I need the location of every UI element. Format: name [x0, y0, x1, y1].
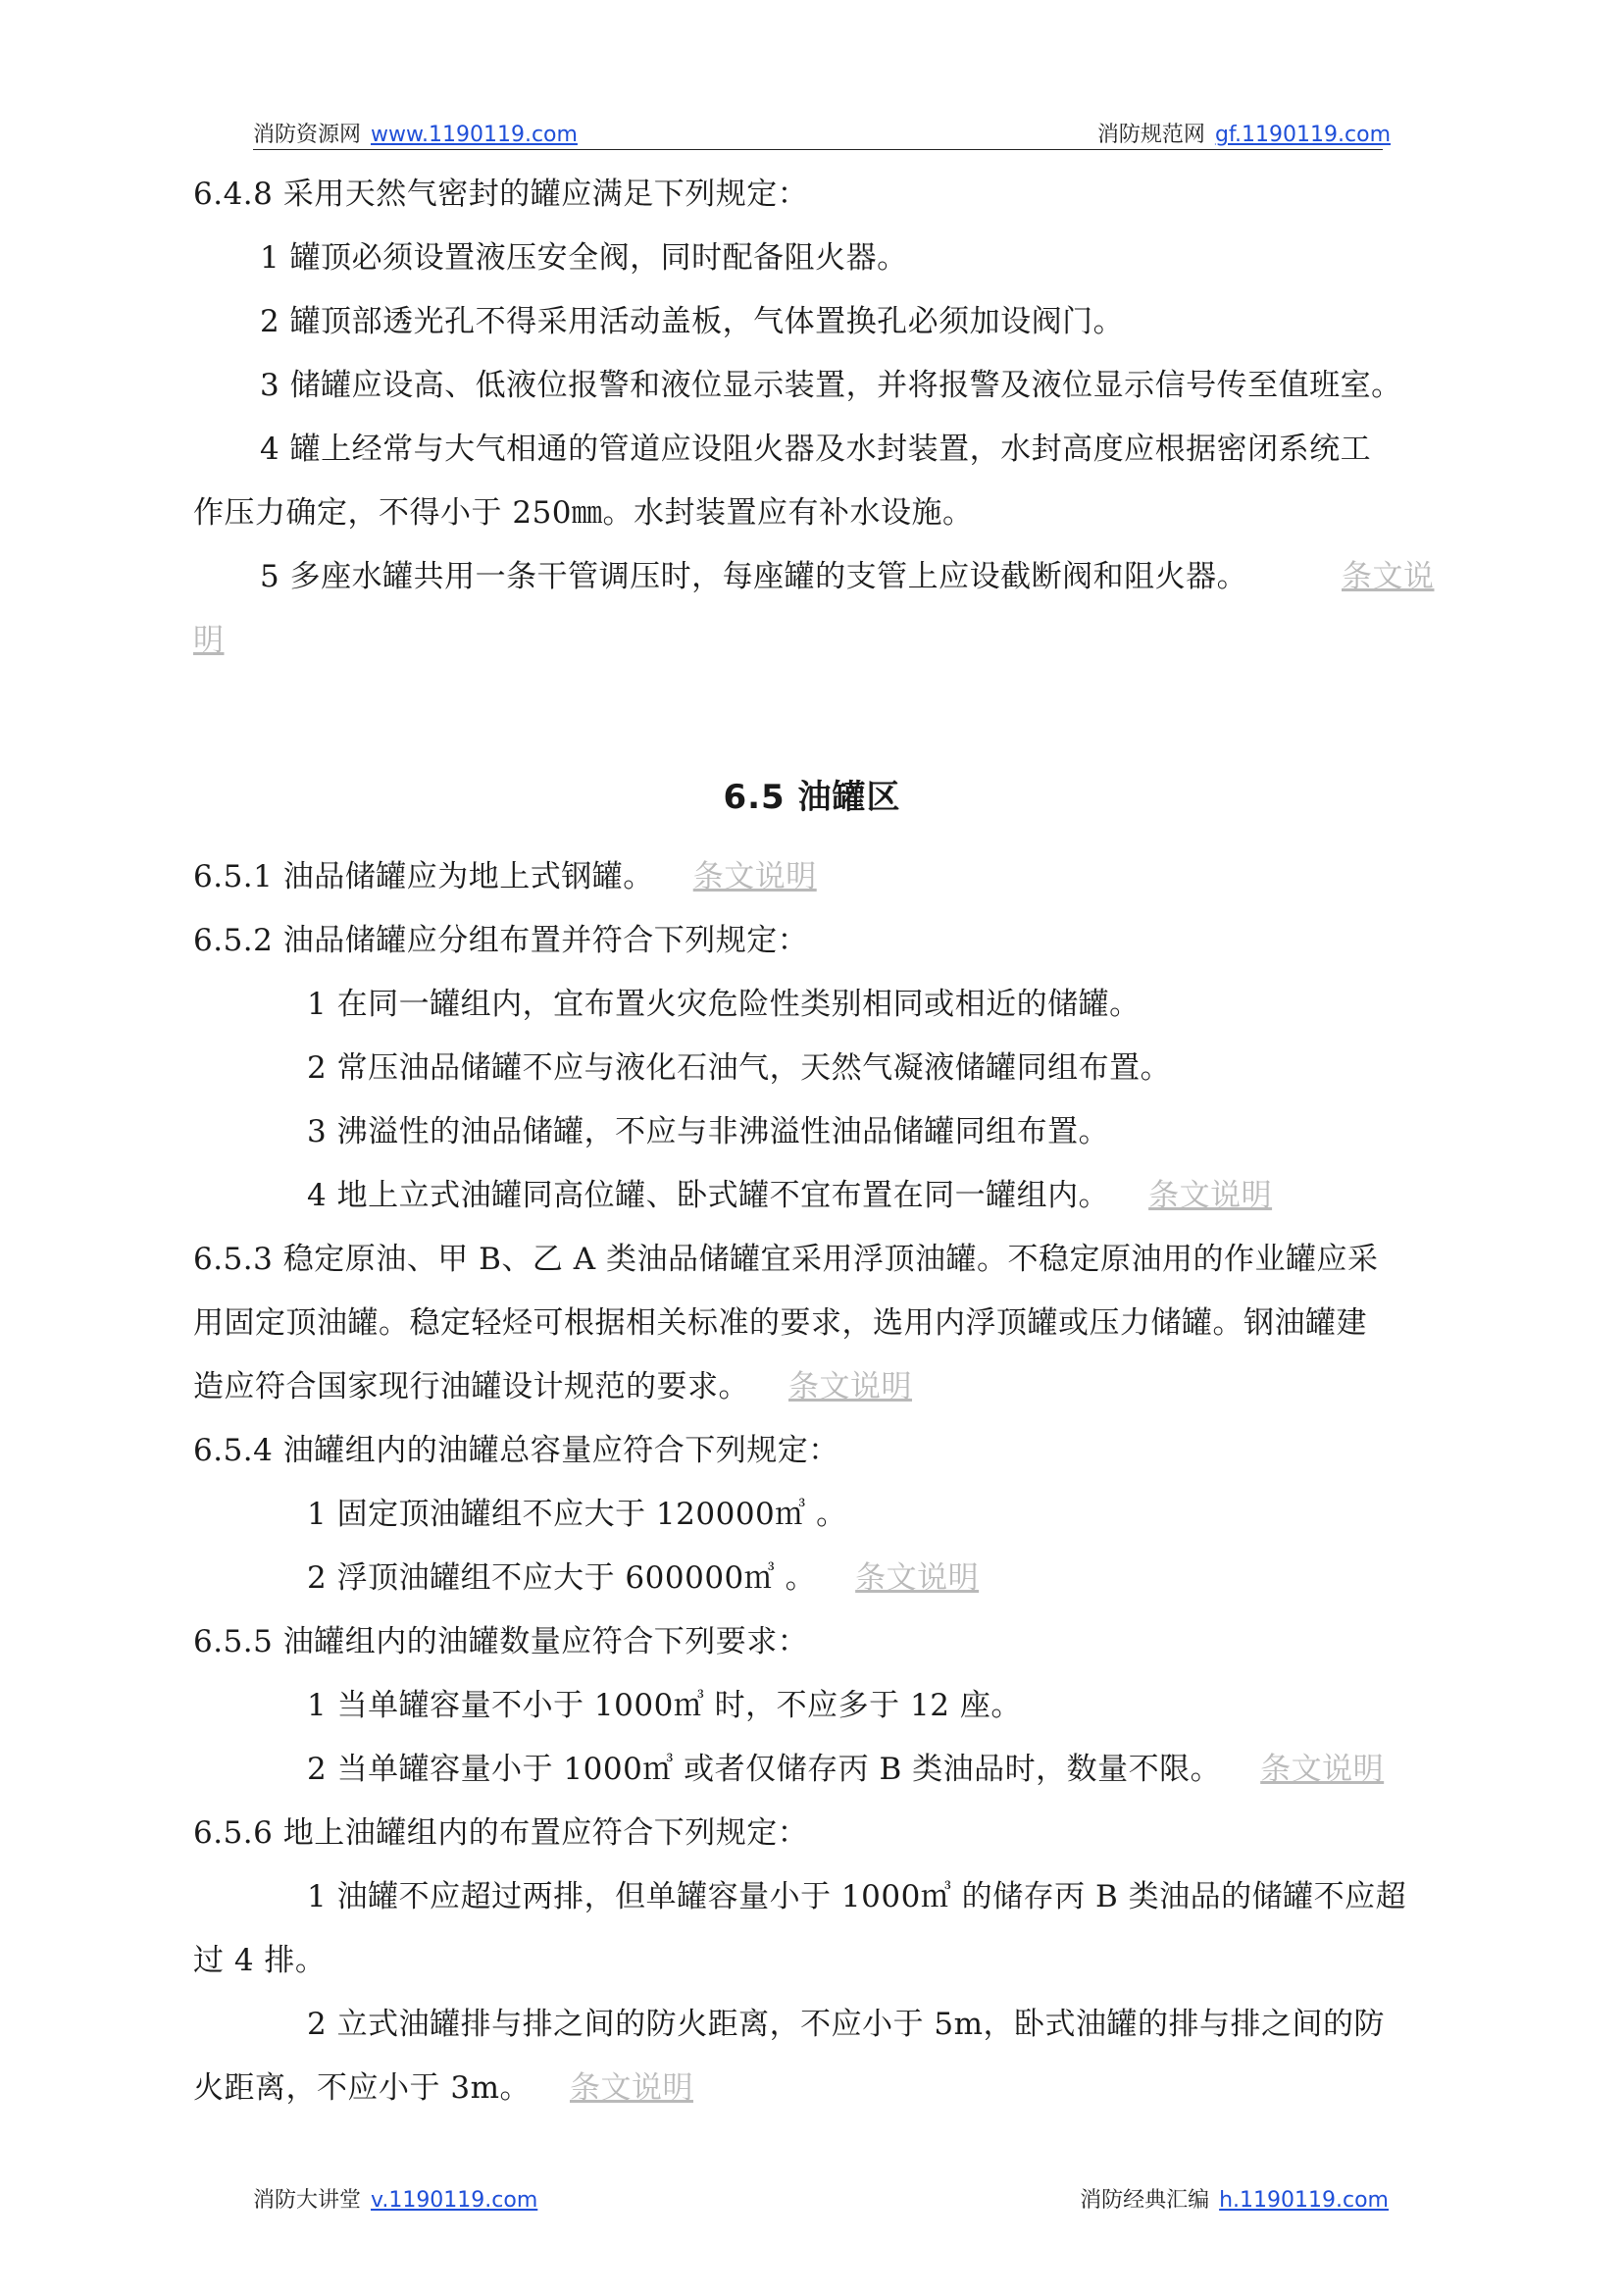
- clause-6-4-8-item-3: 3 储罐应设高、低液位报警和液位显示装置，并将报警及液位显示信号传至值班室。: [260, 368, 1402, 403]
- clause-6-5-3-line-3-text: 造应符合国家现行油罐设计规范的要求。: [193, 1369, 749, 1404]
- clause-6-4-8-item-4a: 4 罐上经常与大气相通的管道应设阻火器及水封装置，水封高度应根据密闭系统工: [260, 432, 1372, 467]
- clause-note-link-6-4-8-part2[interactable]: 明: [193, 623, 225, 658]
- clause-6-5-2-item-1: 1 在同一罐组内，宜布置火灾危险性类别相同或相近的储罐。: [307, 987, 1141, 1022]
- clause-6-5-3-line-2: 用固定顶油罐。稳定轻烃可根据相关标准的要求，选用内浮顶罐或压力储罐。钢油罐建: [193, 1305, 1367, 1341]
- clause-6-5-4-item-2-text: 2 浮顶油罐组不应大于 600000㎥ 。: [307, 1560, 817, 1596]
- clause-6-5-4-item-1: 1 固定顶油罐组不应大于 120000㎥ 。: [307, 1497, 847, 1532]
- clause-6-5-5-item-2: [307, 1750, 1384, 1789]
- clause-6-5-1: [193, 857, 817, 896]
- clause-6-5-5-item-1: 1 当单罐容量不小于 1000㎥ 时，不应多于 12 座。: [307, 1688, 1022, 1723]
- footer-left-site: [253, 2183, 537, 2214]
- page-footer: [0, 2183, 1624, 2222]
- clause-6-4-8-title: 6.4.8 采用天然气密封的罐应满足下列规定：: [193, 177, 809, 212]
- header-right-label: 消防规范网: [1096, 123, 1205, 147]
- footer-right-link[interactable]: h.1190119.com: [1219, 2188, 1389, 2213]
- clause-6-5-3-line-3: [193, 1367, 912, 1406]
- clause-note-link-6-5-3[interactable]: 条文说明: [788, 1369, 912, 1404]
- clause-6-5-6-item-1b: 过 4 排。: [193, 1943, 327, 1978]
- header-left-label: 消防资源网: [253, 123, 362, 147]
- clause-6-4-8-item-5: [260, 557, 1247, 596]
- footer-left-link[interactable]: v.1190119.com: [371, 2188, 538, 2213]
- footer-left-label: 消防大讲堂: [253, 2188, 362, 2213]
- clause-6-4-8-item-5-text: 5 多座水罐共用一条干管调压时，每座罐的支管上应设截断阀和阻火器。: [260, 559, 1248, 594]
- header-left-site: [253, 118, 578, 148]
- clause-6-5-2-title: 6.5.2 油品储罐应分组布置并符合下列规定：: [193, 923, 809, 958]
- clause-6-5-1-text: 6.5.1 油品储罐应为地上式钢罐。: [193, 859, 654, 894]
- clause-note-link-6-4-8-part1[interactable]: 条文说: [1342, 559, 1435, 594]
- clause-note-link-6-5-4[interactable]: 条文说明: [855, 1560, 980, 1596]
- header-right-link[interactable]: gf.1190119.com: [1214, 123, 1391, 147]
- page-header: [0, 118, 1624, 157]
- clause-6-5-4-item-2: [307, 1558, 979, 1598]
- clause-6-5-6-item-1a: 1 油罐不应超过两排，但单罐容量小于 1000㎥ 的储存丙 B 类油品的储罐不应超: [307, 1879, 1407, 1914]
- clause-6-5-5-item-2-text: 2 当单罐容量小于 1000㎥ 或者仅储存丙 B 类油品时，数量不限。: [307, 1752, 1222, 1787]
- clause-6-5-2-item-4: [307, 1176, 1272, 1215]
- clause-6-4-8-item-1: 1 罐顶必须设置液压安全阀，同时配备阻火器。: [260, 240, 908, 276]
- clause-note-link-6-5-5[interactable]: 条文说明: [1260, 1752, 1385, 1787]
- clause-6-5-2-item-2: 2 常压油品储罐不应与液化石油气，天然气凝液储罐同组布置。: [307, 1050, 1172, 1086]
- clause-6-5-5-title: 6.5.5 油罐组内的油罐数量应符合下列要求：: [193, 1624, 809, 1659]
- clause-note-link-6-4-8-cont[interactable]: [193, 621, 225, 660]
- header-rule: [253, 149, 1383, 150]
- clause-6-5-6-title: 6.5.6 地上油罐组内的布置应符合下列规定：: [193, 1815, 809, 1851]
- clause-6-5-6-item-2b: [193, 2068, 693, 2108]
- header-right-site: [1097, 118, 1391, 148]
- clause-6-5-6-item-2a: 2 立式油罐排与排之间的防火距离，不应小于 5m，卧式油罐的排与排之间的防: [307, 2007, 1386, 2042]
- clause-note-link-6-5-6[interactable]: 条文说明: [569, 2070, 693, 2106]
- clause-6-5-2-item-4-text: 4 地上立式油罐同高位罐、卧式罐不宜布置在同一罐组内。: [307, 1178, 1110, 1213]
- clause-6-5-6-item-2b-text: 火距离，不应小于 3m。: [193, 2070, 531, 2106]
- clause-note-link-6-5-2[interactable]: 条文说明: [1148, 1178, 1273, 1213]
- clause-note-link-6-5-1[interactable]: 条文说明: [692, 859, 817, 894]
- footer-right-label: 消防经典汇编: [1080, 2188, 1210, 2213]
- clause-6-5-3-line-1: 6.5.3 稳定原油、甲 B、乙 A 类油品储罐宜采用浮顶油罐。不稳定原油用的作业罐应采: [193, 1242, 1379, 1277]
- footer-right-site: [1080, 2183, 1389, 2214]
- clause-note-link-6-4-8[interactable]: [1342, 557, 1435, 596]
- clause-6-5-2-item-3: 3 沸溢性的油品储罐，不应与非沸溢性油品储罐同组布置。: [307, 1114, 1110, 1149]
- clause-6-5-4-title: 6.5.4 油罐组内的油罐总容量应符合下列规定：: [193, 1433, 839, 1468]
- clause-6-4-8-item-2: 2 罐顶部透光孔不得采用活动盖板，气体置换孔必须加设阀门。: [260, 304, 1125, 339]
- clause-6-4-8-item-4b: 作压力确定，不得小于 250㎜。水封装置应有补水设施。: [193, 495, 974, 531]
- section-title: 6.5 油罐区: [723, 778, 901, 817]
- header-left-link[interactable]: www.1190119.com: [371, 123, 578, 147]
